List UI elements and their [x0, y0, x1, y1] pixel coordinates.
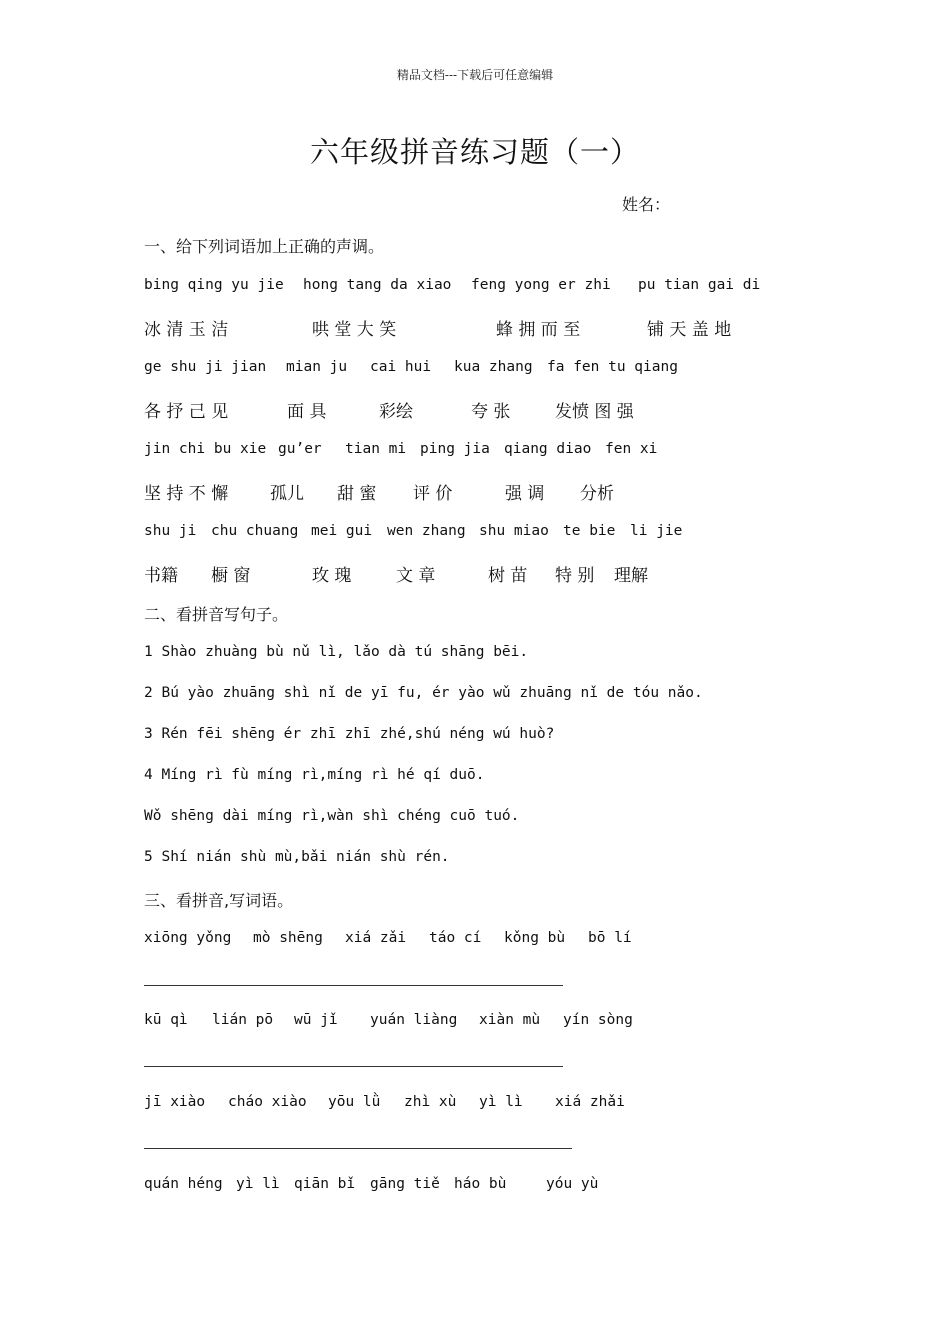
- pinyin-word: kua zhang: [454, 359, 533, 375]
- name-label: 姓名：: [622, 195, 671, 214]
- pinyin-word: yín sòng: [563, 1012, 633, 1028]
- hanzi-word: 理解: [614, 566, 648, 586]
- pinyin-word: mei gui: [311, 523, 373, 539]
- hanzi-word: 坚 持 不 懈: [144, 484, 229, 504]
- hanzi-word: 橱 窗: [211, 566, 251, 586]
- pinyin-word: yì lì: [236, 1176, 280, 1192]
- pinyin-word: xiá zhǎi: [555, 1094, 625, 1110]
- pinyin-word: ping jia: [420, 441, 490, 457]
- section-3-heading: 三、看拼音,写词语。: [144, 891, 294, 910]
- hanzi-word: 特 别: [555, 566, 595, 586]
- pinyin-word: pu tian gai di: [638, 277, 761, 293]
- pinyin-word: kǒng bù: [504, 930, 566, 946]
- hanzi-word: 各 抒 己 见: [144, 402, 229, 422]
- hanzi-word: 蜂 拥 而 至: [496, 320, 581, 340]
- hanzi-word: 玫 瑰: [312, 566, 352, 586]
- section-2-heading: 二、看拼音写句子。: [144, 605, 289, 624]
- pinyin-word: cháo xiào: [228, 1094, 307, 1110]
- hanzi-word: 冰 清 玉 洁: [144, 320, 229, 340]
- pinyin-word: li jie: [630, 523, 683, 539]
- pinyin-word: fen xi: [605, 441, 658, 457]
- pinyin-word: yuán liàng: [370, 1012, 458, 1028]
- hanzi-word: 哄 堂 大 笑: [312, 320, 397, 340]
- hanzi-word: 文 章: [396, 566, 436, 586]
- hanzi-word: 孤儿: [270, 484, 304, 504]
- pinyin-word: shu miao: [479, 523, 549, 539]
- pinyin-word: quán héng: [144, 1176, 223, 1192]
- pinyin-word: mò shēng: [253, 930, 323, 946]
- sentence-line: Wǒ shēng dài míng rì,wàn shì chéng cuō tuó.: [144, 808, 520, 824]
- hanzi-word: 彩绘: [379, 402, 413, 422]
- hanzi-word: 树 苗: [488, 566, 528, 586]
- pinyin-word: háo bù: [454, 1176, 507, 1192]
- sentence-line: 1 Shào zhuàng bù nǔ lì, lǎo dà tú shāng bēi.: [144, 644, 529, 660]
- pinyin-word: yóu yù: [546, 1176, 599, 1192]
- pinyin-word: chu chuang: [211, 523, 299, 539]
- pinyin-word: qiān bǐ: [294, 1176, 356, 1192]
- pinyin-word: te bie: [563, 523, 616, 539]
- pinyin-word: yì lì: [479, 1094, 523, 1110]
- sentence-line: 4 Míng rì fù míng rì,míng rì hé qí duō.: [144, 767, 485, 783]
- pinyin-word: feng yong er zhi: [471, 277, 611, 293]
- pinyin-word: jī xiào: [144, 1094, 206, 1110]
- sentence-line: 5 Shí nián shù mù,bǎi nián shù rén.: [144, 849, 450, 865]
- pinyin-word: yōu lǜ: [328, 1094, 381, 1110]
- pinyin-word: xiàn mù: [479, 1012, 541, 1028]
- pinyin-word: qiang diao: [504, 441, 592, 457]
- pinyin-word: bō lí: [588, 930, 632, 946]
- answer-line: [144, 1148, 572, 1149]
- pinyin-word: wen zhang: [387, 523, 466, 539]
- hanzi-word: 分析: [580, 484, 614, 504]
- pinyin-word: zhì xù: [404, 1094, 457, 1110]
- hanzi-word: 铺 天 盖 地: [647, 320, 732, 340]
- page-title: 六年级拼音练习题（一）: [309, 135, 640, 169]
- hanzi-word: 夸 张: [471, 402, 511, 422]
- pinyin-word: bing qing yu jie: [144, 277, 284, 293]
- answer-line: [144, 1066, 563, 1067]
- hanzi-word: 发愤 图 强: [555, 402, 634, 422]
- sentence-line: 3 Rén fēi shēng ér zhī zhī zhé,shú néng wú huò?: [144, 726, 555, 742]
- pinyin-word: xiá zǎi: [345, 930, 407, 946]
- hanzi-word: 强 调: [505, 484, 545, 504]
- pinyin-word: ge shu ji jian: [144, 359, 267, 375]
- pinyin-word: tian mi: [345, 441, 407, 457]
- answer-line: [144, 985, 563, 986]
- hanzi-word: 书籍: [144, 566, 178, 586]
- section-1-heading: 一、给下列词语加上正确的声调。: [144, 237, 385, 256]
- pinyin-word: lián pō: [212, 1012, 274, 1028]
- pinyin-word: xiōng yǒng: [144, 930, 232, 946]
- pinyin-word: fa fen tu qiang: [547, 359, 678, 375]
- pinyin-word: táo cí: [429, 930, 482, 946]
- pinyin-word: cai hui: [370, 359, 432, 375]
- pinyin-word: gāng tiě: [370, 1176, 440, 1192]
- pinyin-word: wū jǐ: [294, 1012, 338, 1028]
- pinyin-word: kū qì: [144, 1012, 188, 1028]
- pinyin-word: shu ji: [144, 523, 197, 539]
- page-header: 精品文档---下载后可任意编辑: [396, 68, 554, 82]
- pinyin-word: jin chi bu xie: [144, 441, 267, 457]
- sentence-line: 2 Bú yào zhuāng shì nǐ de yī fu, ér yào wǔ zhuāng nǐ de tóu nǎo.: [144, 685, 703, 701]
- hanzi-word: 评 价: [413, 484, 453, 504]
- hanzi-word: 甜 蜜: [337, 484, 377, 504]
- pinyin-word: hong tang da xiao: [303, 277, 452, 293]
- hanzi-word: 面 具: [287, 402, 327, 422]
- pinyin-word: mian ju: [286, 359, 348, 375]
- pinyin-word: gu’er: [278, 441, 322, 457]
